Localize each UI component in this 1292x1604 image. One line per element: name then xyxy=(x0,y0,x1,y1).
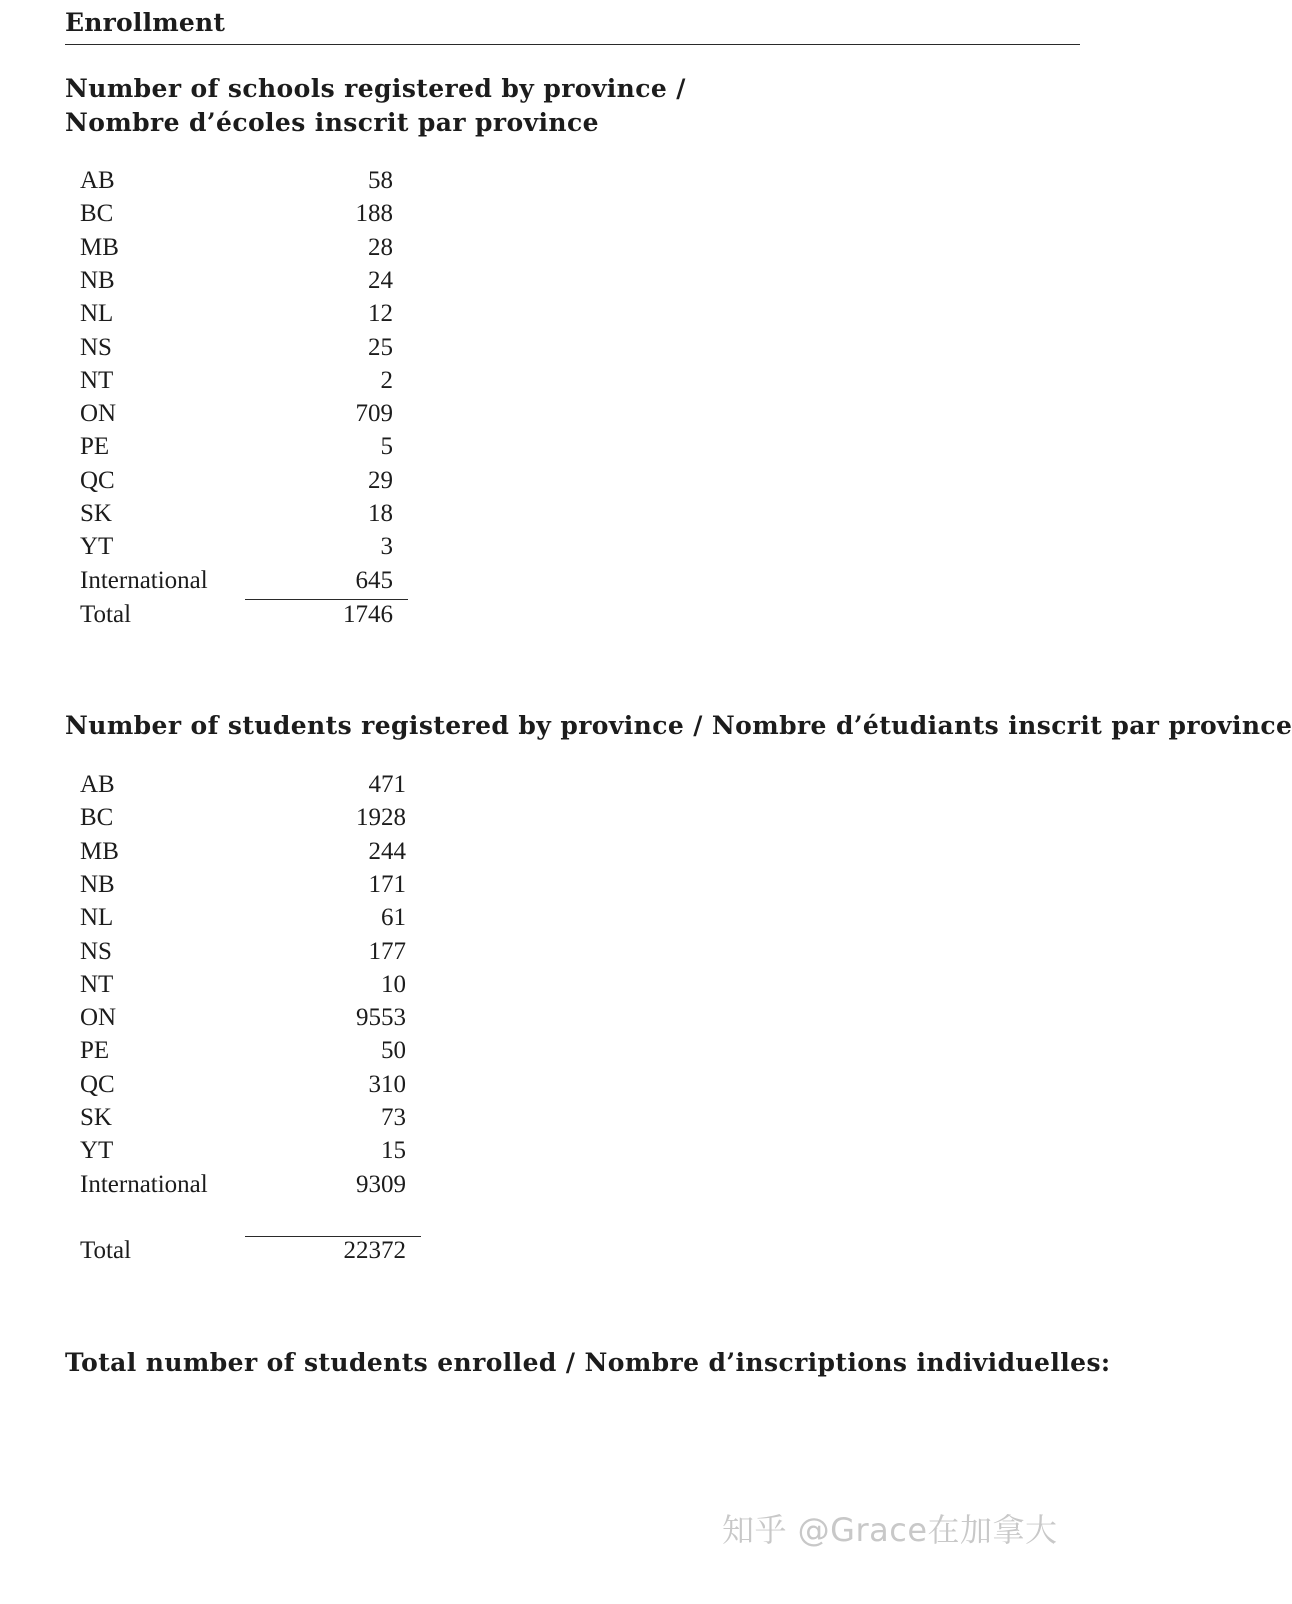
province-label: SK xyxy=(80,500,112,527)
province-label: ON xyxy=(80,400,117,428)
province-label: QC xyxy=(80,466,115,494)
province-label: QC xyxy=(80,1070,115,1098)
province-label: NL xyxy=(80,904,114,932)
watermark: 知乎 @Grace在加拿大 xyxy=(722,1511,1058,1549)
school-count: 28 xyxy=(368,233,393,261)
schools-heading-line1: Number of schools registered by province / xyxy=(65,74,686,103)
province-label: AB xyxy=(80,771,115,798)
student-count: 471 xyxy=(368,771,406,798)
province-label: NS xyxy=(80,333,112,361)
student-count: 61 xyxy=(381,904,406,932)
school-count: 18 xyxy=(368,500,393,527)
province-label: ON xyxy=(80,1004,117,1032)
province-label: International xyxy=(80,1170,208,1198)
province-label: NT xyxy=(80,970,114,998)
student-count: 177 xyxy=(368,937,406,965)
province-label: PE xyxy=(80,1037,110,1065)
school-count: 12 xyxy=(368,300,393,328)
school-count: 58 xyxy=(368,167,393,194)
school-count: 3 xyxy=(380,533,393,561)
province-label: NS xyxy=(80,937,112,965)
page-title: Enrollment xyxy=(65,8,226,37)
student-count: 9309 xyxy=(356,1170,406,1198)
students-heading: Number of students registered by province / Nombre d’étudiants inscrit par province xyxy=(65,711,1292,740)
province-label: NB xyxy=(80,266,115,294)
school-count: 709 xyxy=(355,400,393,428)
total-enrolled-label: Total number of students enrolled / Nombre d’inscriptions individuelles: xyxy=(65,1348,1111,1377)
province-label: AB xyxy=(80,167,115,194)
province-label: NT xyxy=(80,366,114,394)
student-count: 9553 xyxy=(356,1004,406,1032)
student-count: 10 xyxy=(381,970,406,998)
school-count: 188 xyxy=(355,200,393,228)
province-label: SK xyxy=(80,1104,112,1131)
total-label: Total xyxy=(80,601,132,628)
student-count: 171 xyxy=(368,870,406,898)
school-count: 2 xyxy=(380,366,393,394)
schools-heading-line2: Nombre d’écoles inscrit par province xyxy=(65,108,599,137)
schools-heading xyxy=(65,72,686,140)
student-count: 15 xyxy=(381,1137,406,1165)
province-label: PE xyxy=(80,433,110,461)
student-count: 73 xyxy=(381,1104,406,1131)
school-count: 24 xyxy=(368,266,393,294)
province-label: YT xyxy=(80,1137,114,1165)
province-label: BC xyxy=(80,200,114,228)
total-value: 1746 xyxy=(343,601,393,628)
province-label: MB xyxy=(80,233,119,261)
student-count: 244 xyxy=(368,837,406,865)
province-label: NB xyxy=(80,870,115,898)
province-label: YT xyxy=(80,533,114,561)
total-label: Total xyxy=(80,1237,132,1264)
header-divider xyxy=(65,44,1080,45)
total-value: 22372 xyxy=(343,1237,406,1264)
province-label: International xyxy=(80,566,208,594)
student-count: 310 xyxy=(368,1070,406,1098)
student-count: 1928 xyxy=(356,804,406,832)
province-label: BC xyxy=(80,804,114,832)
province-label: NL xyxy=(80,300,114,328)
province-label: MB xyxy=(80,837,119,865)
student-count: 50 xyxy=(381,1037,406,1065)
school-count: 645 xyxy=(355,566,393,594)
school-count: 29 xyxy=(368,466,393,494)
school-count: 25 xyxy=(368,333,393,361)
school-count: 5 xyxy=(380,433,393,461)
